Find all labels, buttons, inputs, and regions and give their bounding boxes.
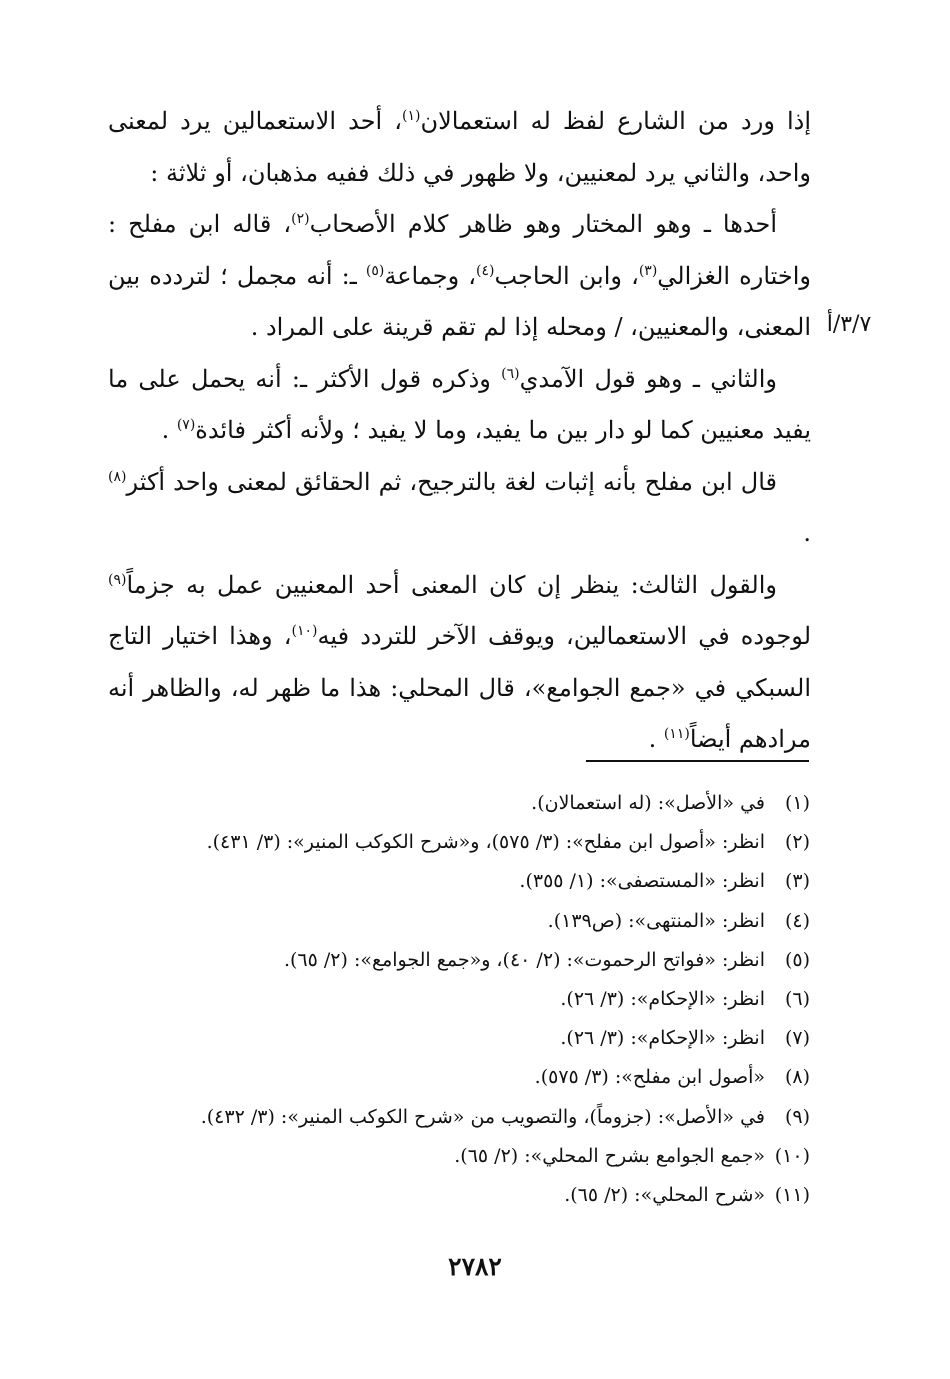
- manuscript-folio-ref: ٣/٧/أ: [826, 312, 872, 337]
- footnote-text: في «الأصل»: (له استعمالان).: [531, 792, 765, 814]
- footnote-ref[interactable]: (٤): [476, 262, 495, 279]
- footnote: [120, 1098, 810, 1137]
- main-text: [108, 96, 811, 766]
- footnote-ref[interactable]: (١٠): [291, 623, 318, 639]
- footnote-number: (٢): [784, 831, 810, 854]
- footnote-ref[interactable]: (٣): [638, 262, 658, 279]
- footnote: [120, 1176, 810, 1215]
- footnote-number: (٣): [784, 870, 810, 893]
- footnote-divider: [586, 760, 809, 762]
- footnote: [120, 823, 810, 862]
- footnote-ref[interactable]: (٥): [365, 262, 385, 279]
- footnote-ref[interactable]: (١): [402, 108, 421, 124]
- footnote-text: انظر: «فواتح الرحموت»: (٢/ ٤٠)، و«جمع الجوامع»: (٢/ ٦٥).: [283, 948, 765, 971]
- footnote-number: (١٠): [774, 1144, 810, 1167]
- footnote: [120, 784, 810, 823]
- footnote-number: (٧): [784, 1027, 810, 1050]
- paragraph: أحدها ـ وهو المختار وهو ظاهر كلام الأصحاب$^{(٢)}$، قاله ابن مفلح : واختاره الغزالي$^{(٣)}$، وابن الحاجب$^{(٤)}$، وجماعة$^{(٥)}$ ـ: أنه مجمل ؛ لتردده بين المعنى، والمعنيين، / ومحله إذا لم تقم قرينة على المراد .: [108, 210, 811, 341]
- footnote-text: في «الأصل»: (جزوماً)، والتصويب من «شرح الكوكب المنير»: (٣/ ٤٣٢).: [200, 1105, 765, 1128]
- footnote-text: انظر: «المنتهى»: (ص١٣٩).: [547, 909, 765, 932]
- footnote-text: انظر: «أصول ابن مفلح»: (٣/ ٥٧٥)، و«شرح الكوكب المنير»: (٣/ ٤٣١).: [206, 831, 765, 854]
- footnote-text: انظر: «الإحكام»: (٣/ ٢٦).: [560, 1027, 765, 1050]
- footnote-number: (١١): [774, 1184, 810, 1207]
- footnote-text: انظر: «الإحكام»: (٣/ ٢٦).: [560, 988, 765, 1011]
- footnote-ref[interactable]: (١١): [663, 726, 690, 742]
- footnote: [120, 941, 810, 980]
- footnote-ref[interactable]: (٩): [108, 571, 127, 588]
- footnote-text: انظر: «المستصفى»: (١/ ٣٥٥).: [519, 870, 765, 893]
- paragraph: والقول الثالث: ينظر إن كان المعنى أحد المعنيين عمل به جزماً$^{(٩)}$ لوجوده في الاستعمالين، ويوقف الآخر للتردد فيه$^{(١٠)}$، وهذا اختيار التاج السبكي في «جمع الجوامع»، قال المحلي: هذا ما ظهر له، والظاهر أنه مرادهم أيضاً$^{(١١)}$ .: [108, 570, 812, 753]
- footnote-ref[interactable]: (٢): [291, 211, 310, 227]
- paragraph: قال ابن مفلح بأنه إثبات لغة بالترجيح، ثم الحقائق لمعنى واحد أكثر$^{(٨)}$ .: [108, 467, 811, 547]
- footnotes: [120, 784, 810, 1215]
- footnote-number: (٤): [784, 909, 810, 932]
- footnote-number: (١): [784, 792, 810, 814]
- footnote-text: «شرح المحلي»: (٢/ ٦٥).: [564, 1184, 765, 1207]
- footnote: [120, 902, 810, 941]
- page-number: ٢٧٨٢: [448, 1252, 502, 1281]
- footnote-text: «أصول ابن مفلح»: (٣/ ٥٧٥).: [534, 1066, 765, 1089]
- footnote: [120, 980, 810, 1019]
- paragraph: والثاني ـ وهو قول الآمدي$^{(٦)}$ وذكره قول الأكثر ـ: أنه يحمل على ما يفيد معنيين كما لو دار بين ما يفيد، وما لا يفيد ؛ ولأنه أكثر فائدة$^{(٧)}$ .: [108, 364, 811, 444]
- footnote-ref[interactable]: (٧): [176, 417, 196, 433]
- footnote-text: «جمع الجوامع بشرح المحلي»: (٢/ ٦٥).: [454, 1144, 765, 1167]
- footnote: [120, 1058, 810, 1097]
- footnote-ref[interactable]: (٨): [108, 468, 127, 485]
- footnote: [120, 862, 810, 901]
- footnote-number: (٥): [784, 948, 810, 971]
- footnote: [120, 1137, 810, 1176]
- footnote-number: (٦): [784, 988, 810, 1011]
- footnote-number: (٩): [784, 1105, 810, 1128]
- footnote: [120, 1019, 810, 1058]
- footnote-ref[interactable]: (٦): [501, 365, 520, 382]
- footnote-number: (٨): [784, 1066, 810, 1089]
- paragraph: إذا ورد من الشارع لفظ له استعمالان$^{(١)}$، أحد الاستعمالين يرد لمعنى واحد، والثاني يرد لمعنيين، ولا ظهور في ذلك ففيه مذهبان، أو ثلاثة :: [108, 107, 811, 187]
